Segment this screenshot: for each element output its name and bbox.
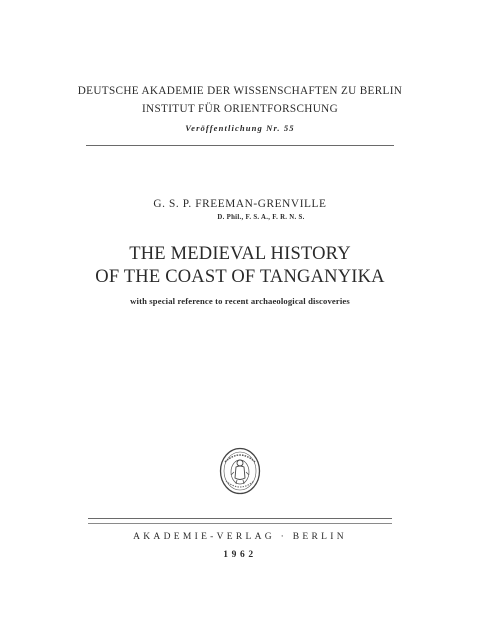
bottom-divider <box>88 518 392 519</box>
institution-line-2: INSTITUT FÜR ORIENTFORSCHUNG <box>141 103 339 115</box>
institution-line-1: DEUTSCHE AKADEMIE DER WISSENSCHAFTEN ZU BERLIN <box>77 85 403 97</box>
book-title-line-1: THE MEDIEVAL HISTORY <box>129 244 351 264</box>
book-title-line-2: OF THE COAST OF TANGANYIKA <box>95 267 385 287</box>
publication-year: 1962 <box>223 550 257 560</box>
top-divider <box>86 145 394 146</box>
bottom-divider-secondary <box>88 523 392 524</box>
author-name: G. S. P. FREEMAN-GRENVILLE <box>153 198 327 210</box>
series-number: Veröffentlichung Nr. 55 <box>185 123 295 133</box>
publisher-seal-icon <box>219 447 261 495</box>
publisher-imprint: AKADEMIE-VERLAG · BERLIN <box>133 532 347 542</box>
author-degrees: D. Phil., F. S. A., F. R. N. S. <box>217 214 305 221</box>
book-subtitle: with special reference to recent archaeological discoveries <box>130 296 350 306</box>
